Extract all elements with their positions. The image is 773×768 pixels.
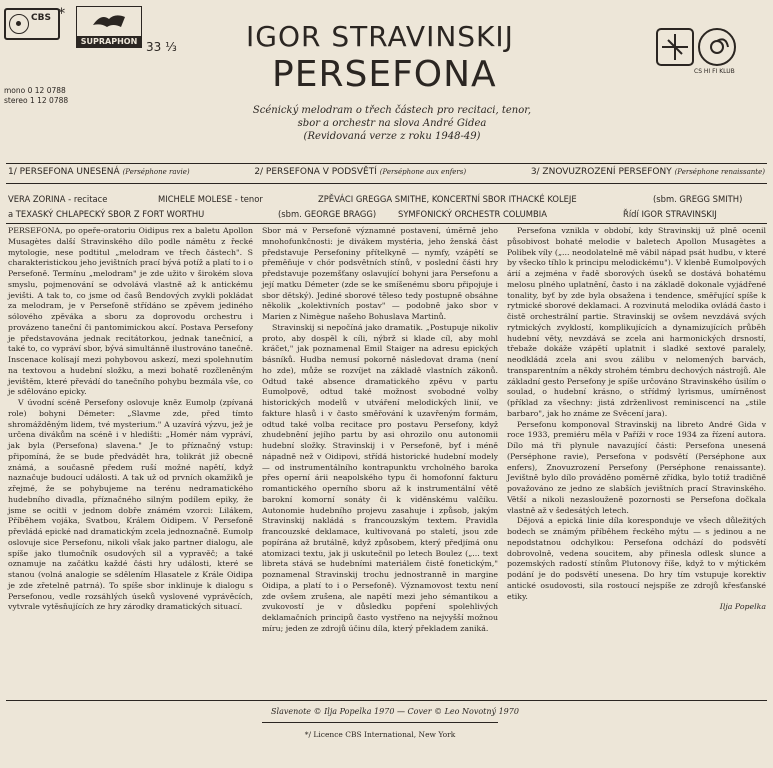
text-column-2 (262, 226, 498, 635)
divider (262, 722, 498, 723)
performers (8, 192, 768, 222)
divider (6, 223, 767, 224)
catalog-stereo: stereo 1 12 0788 (4, 96, 69, 105)
subtitle-line: Scénický melodram o třech částech pro recitaci, tenor, (252, 105, 532, 116)
part-item: 1/ PERSEFONA UNESENÁ (Perséphone ravie) (8, 167, 190, 177)
hifi-club-logo-icon (698, 28, 736, 66)
catalog-numbers (4, 86, 68, 106)
performer: ZPĚVÁCI GREGGA SMITHE, KONCERTNÍ SBOR ITHACKÉ KOLEJE (318, 194, 577, 204)
performer: (sbm. GEORGE BRAGG) (278, 209, 377, 219)
credits: Slavenote © Ilja Popelka 1970 — Cover © Leo Novotný 1970 (271, 707, 519, 716)
cbs-logo-text: CBS (31, 13, 51, 23)
performer: VERA ZORINA - recitace (8, 194, 108, 204)
subtitle-line: sbor a orchestr na slova André Gidea (297, 118, 487, 129)
performer: Řídí IGOR STRAVINSKIJ (623, 209, 717, 219)
text-column-1 (8, 226, 253, 613)
divider (6, 183, 767, 184)
supraphon-logo (76, 6, 142, 48)
divider (6, 163, 767, 164)
rpm-label: 33 ⅓ (146, 40, 177, 54)
paragraph: Sbor má v Persefoně významné postavení, úměrně jeho mnohofunkčnosti: je divákem mystéria, jeho ženská část představuje Persefoniny přítelkyně — nymfy, vzápětí se přeměňuje v chór podsvětních stínů, v poslední části hry představuje pozemšťany oslavující bohyni jara Persefonu a její matku Démeter (zde se ke smíšenému sboru připojuje i sbor dětský). Jediné sborové těleso tedy postupně obsáhne několik „kolektivních postav" — podobně jako sbor v Marien z Nimègue našeho Bohuslava Martinů. (262, 226, 498, 321)
paragraph: Persefonu komponoval Stravinskij na libreto André Gida v roce 1933, premiéru měla v Paříži v roce 1934 za řízení autora. Dílo má tři plynule navazující části: Persefona unesená (Perséphone ravie), Persefona v podsvětí (Perséphone aux enfers), Znovuzrození Persefony (Perséphone renaissante). Jevištně bylo dílo prováděno poměrně zřídka, bylo totiž tradičně považováno ze jedno ze slabších jevištních prací Stravinského. Větší a nikoli nezaslouženě pozornosti se Persefona dočkala vlastně až v šedesátých letech. (507, 419, 766, 515)
part-item: 2/ PERSEFONA V PODSVĚTÍ (Perséphone aux enfers) (254, 167, 467, 177)
performer: SYMFONICKÝ ORCHESTR COLUMBIA (398, 209, 547, 219)
composer-name: IGOR STRAVINSKIJ (246, 20, 514, 53)
performer: MICHELE MOLESE - tenor (158, 194, 263, 204)
album-title: PERSEFONA (272, 54, 497, 95)
paragraph: Stravinskij si nepočíná jako dramatik. „Postupuje nikoliv proto, aby dospěl k cíli, nýbrž si klade cíl, aby mohl kráčet," jak poznamenal Emil Staiger na adresu epických básníků. Hudba nemusí pokorně následovat drama (není ho zde), může se rozvíjet na základě vlastních zákonů. Odtud také absence dramatického zpěvu v partu Eumolpově, odtud také možnost svobodné volby historických modelů v utváření melodických linií, ve fakture hlasů i v často směřování k uzavřeným formám, odtud také volba recitace pro postavu Persefony, když zhudebnění jejího partu by asi ohrozilo onu autonomii hudební složky. Stravinskij i v Persefoně, byť i méně nápadně než v Oidipovi, střídá historické hudební modely — od instrumentálního kontrapunktu vrcholného baroka přes operní árii neapolského typu či homofonní fakturu romantického operního sboru až k instrumentální větě barokní komorní sonáty či k viděnskému valčíku. Autonomie hudebního projevu zasahuje i způsob, jakým Stravinskij nakládá s francouzským textem. Pravidla francouzské deklamace, kultivovaná po staletí, jsou zde popírána až brutálně, když způsobem, který předjímá onu atomizaci textu, jak ji uskutečnil po letech Boulez („... text libreta stává se hudebními materiálem čistě fonetickým," poznamenal Stravinskij trochu jednostranně in margine Oidipa, a platí to i o Persefoně). Významovost textu není zde ovšem zrušena, ale napětí mezi jeho sémantikou a zvukovostí je v důsledku popření spolehlivých deklamačních principů často vystřeno na nejvyšší možnou míru; jeden ze zdrojů účinu díla, který překladem zaniká. (262, 322, 498, 633)
cbs-logo (4, 8, 60, 40)
cbs-eye-icon (9, 14, 29, 34)
performer: a TEXASKÝ CHLAPECKÝ SBOR Z FORT WORTHU (8, 209, 205, 219)
hifi-club-label: CS HI FI KLUB (694, 68, 735, 75)
paragraph: V úvodní scéně Persefony oslovuje kněz Eumolp (zpívaná role) bohyni Démeter: „Slavme zde, před tímto shromážděným lidem, tvé mysterium." A uzavírá výzvu, jež je určena divákům na scéně i v hledišti: „Homér nám vypráví, jak byla (Persefona) slavena." Je to příznačný vstup: připomíná, že se bude předvádět hra, tolikrát již obecně známá, a současně předem ruší možné napětí, když naznačuje budoucí události. A tak už od prvních okamžiků je zřejmé, že se pohybujeme na terénu nedramatického hudebního divadla, příznačného silným podílem epiky, že jsme se ocitli v jednom dobře známém vzorci: Lilákem, Příběhem vojáka, Svatbou, Králem Oidipem. V Persefoně převládá epické nad dramatickým zcela jednoznačně. Eumolp oslovuje sice Persefonu, nikoli však jako partner dialogu, ale spíše jako tlumočník osudových sil a vypravěč; a také oznamuje na začátku každé části hry události, které se stanou (volná analogie se sdělením Hlasatele z Krále Oidipa je zde zřetelně patrná). To spíše sbor inklinuje k dialogu s Persefonou, vedle rozsáhlých úseků vyslovené vyprávěcích, vytvrale vytěsňujících ze hry zárodky dramatických situací. (8, 398, 253, 612)
paragraph: Dějová a epická linie díla koresponduje ve všech důležitých bodech se známým příběhem řeckého mýtu — s jedinou a ne nepodstatnou odchylkou: Persefona odchází do podsvětí dobrovolně, vedena soucitem, aby přinesla odlesk slunce a pozemských radostí stínům Plutonovy říše, když to v mýtickém podání je do podsvětí unesena. Do hry tím vstupuje korektiv antické osudovosti, sila rostoucí nejspíše ze zdrojů křesťanské etiky. (507, 516, 766, 601)
paragraph: PERSEFONA, po opeře-oratoriu Oidipus rex a baletu Apollon Musagètes další Stravinského dílo podle námětu z řecké mytologie, nese podtitul „melodram ve třech částech". S charakteristickou jeho jevištních prací bývá potíž a platí to i o Persefoně. Termínu „melodram" je zde užito v širokém slova smyslu, pojmenování se odvolává vlastně až k antickému jevišti. A tak to, co jsme od časů Bendových zvykli pokládat za melodram, je v Persefoně střídáno se zpěvem jediného sólového zpěváka a sboru za doprovodu orchestru i provázeno taneční či pantomimickou akcí. Postava Persefony je představována jednak recitátorkou, jednak tanečnicí, a také to, co vypráví sbor, bývá simultánně ilustrováno tanečně. Inscenace kolísají mezi pohybovou askezí, mezi spolehnutím na textovou a hudební složku, a mezi bohatě rozčleněným jevištěm, které převádí do tanečního pohybu bezmála vše, co je sdělováno epicky. (8, 226, 253, 397)
divider (6, 700, 767, 701)
performers-row (8, 192, 768, 207)
performers-row (8, 207, 768, 222)
performer: (sbm. GREGG SMITH) (653, 194, 743, 204)
licence-star: * (58, 6, 65, 22)
text-column-3 (507, 226, 766, 613)
parts-list (8, 167, 765, 177)
supraphon-emblem-icon (91, 11, 127, 31)
catalog-mono: mono 0 12 0788 (4, 86, 66, 95)
subtitle-line: (Revidovaná verze z roku 1948-49) (303, 131, 481, 142)
author-signature: Ilja Popelka (719, 602, 766, 612)
stereo-stamp-icon (656, 28, 694, 66)
paragraph: Persefona vznikla v období, kdy Stravinskij už plně ocenil působivost bohaté melodie v baletech Apollon Musagètes a Polibek víly („... neodolatelně mě vábil nápad psát hudbu, v které by všecko tíhlo k principu melodickému"). V klenbě Eumolpových árií a zejména v řadě sborových úseků se dostává bohatému melosu plného uplatnění, často i na základě dokonale vyjádřené tonality, byť by zde byla obsažena i tendence, směřující spíše k rytmické sborové deklamaci. A rozvinutá melodika ovládá často i čistě orchestrální partie. Stravinskij se ovšem nevzdává svých rytmických zvyklostí, komplikujících a dynamizujících průběh hudební věty, nevzdává se zcela ani harmonických drsností, třebaže dokáže vzápětí uplatnit i sladké sextové paralely, neodkládá zcela ani svou zálibu v nelomených barvách, transparentním a někdy strohém témbru dechových nástrojů. Ale základní gesto Persefony je spíše určováno Stravinského úsilím o soulad, o hudební krásno, o střídmý lyrismus, umírněnost (příklad za všechny: jistá zdrženlivost reminiscencí na „stile barbaro", jak ho známe ze Svěcení jara). (507, 226, 766, 418)
supraphon-label: SUPRAPHON (77, 36, 141, 47)
subtitle (252, 104, 532, 143)
part-item: 3/ ZNOVUZROZENÍ PERSEFONY (Perséphone renaissante) (530, 167, 765, 177)
licence-note: */ Licence CBS International, New York (304, 730, 456, 739)
